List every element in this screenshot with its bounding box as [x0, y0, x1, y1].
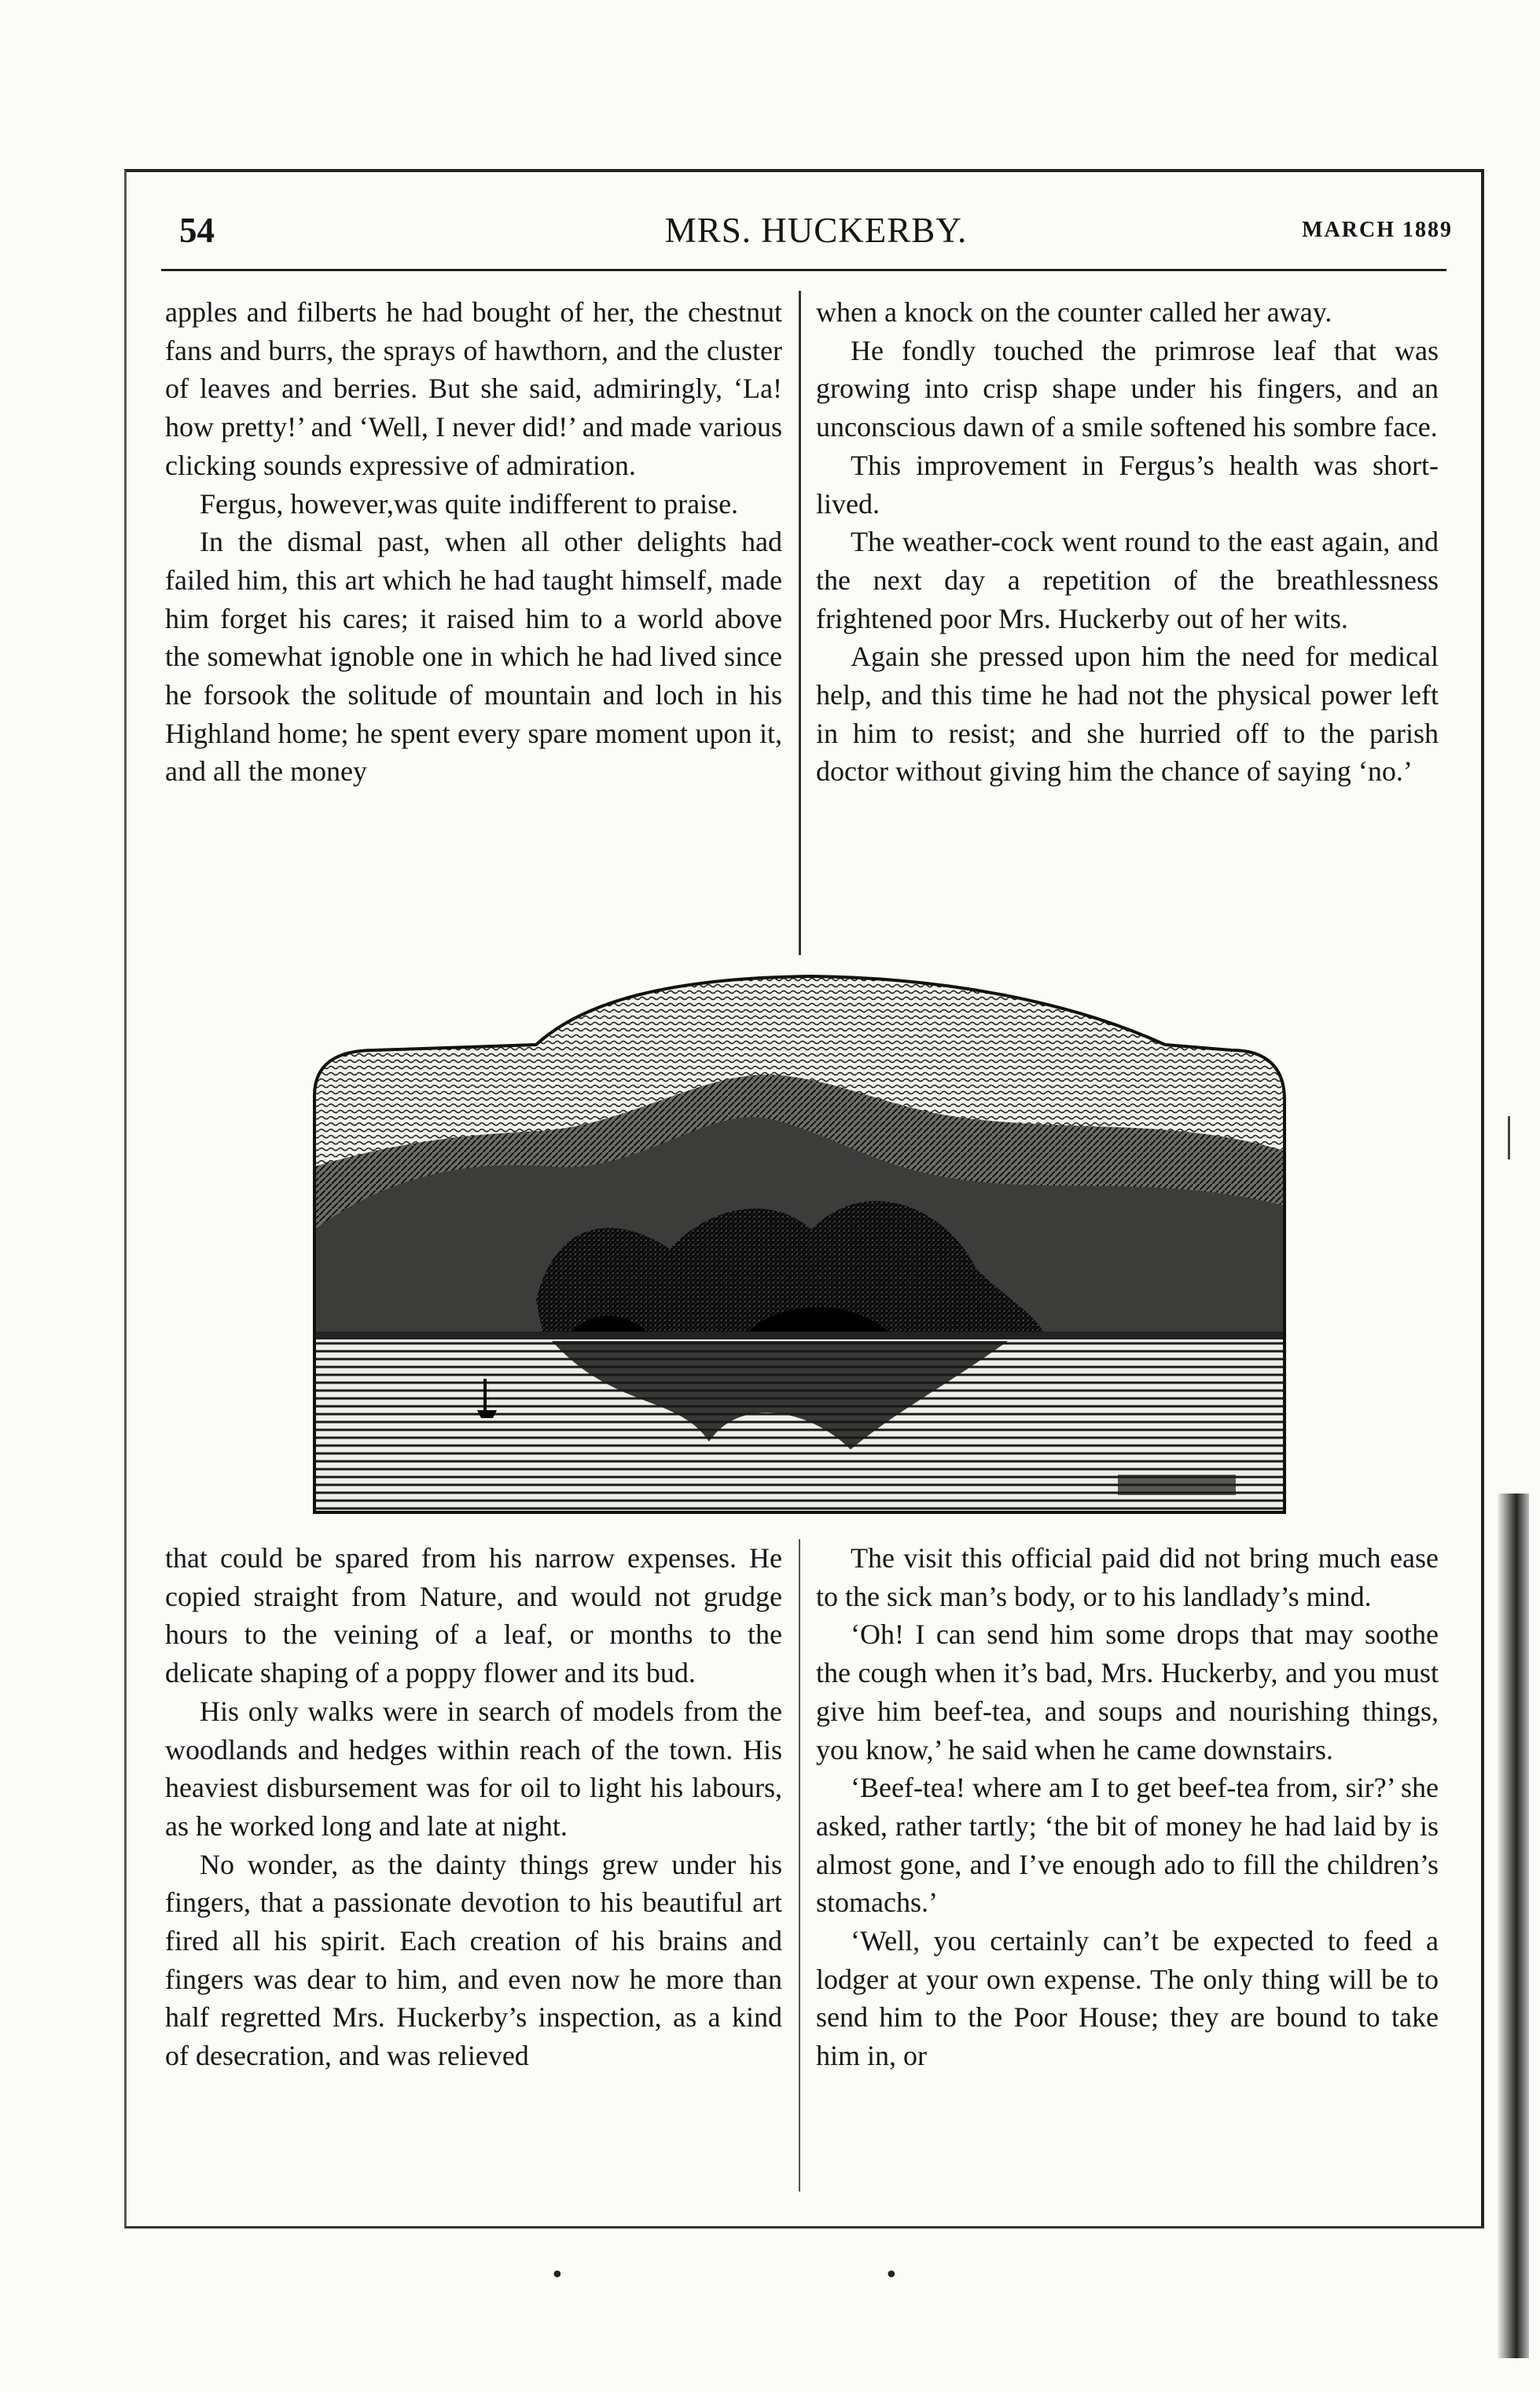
text-column-bottom-left — [165, 1539, 782, 2192]
issue-date: MARCH 1889 — [1302, 218, 1453, 242]
paragraph: ‘Beef-tea! where am I to get beef-tea from, sir?’ she asked, rather tartly; ‘the bit of money he had laid by is almost gone, and I’ve enough ado to fill the children’s stomachs.’ — [816, 1772, 1439, 1919]
paragraph: apples and filberts he had bought of her, the chestnut fans and burrs, the sprays of hawthorn, and the cluster of leaves and berries. But she said, admiringly, ‘La! how pretty!’ and ‘Well, I never did!’ and made various clicking sounds expressive of admiration. — [165, 296, 782, 481]
scan-edge-shadow — [1498, 1494, 1529, 2358]
landscape-engraving-image — [300, 970, 1299, 1516]
paragraph: His only walks were in search of models from the woodlands and hedges within reach of the town. His heaviest disbursement was for oil to light his labours, as he worked long and late at night. — [165, 1695, 782, 1842]
text-column-top-left — [165, 293, 782, 953]
paragraph: Again she pressed upon him the need for medical help, and this time he had not the physical power left in him to resist; and she hurried off to the parish doctor without giving him the chance of saying ‘no.’ — [816, 641, 1439, 788]
scan-edge-line — [1508, 1116, 1510, 1159]
paragraph: The visit this official paid did not bring much ease to the sick man’s body, or to his landlady’s mind. — [816, 1542, 1439, 1612]
column-divider-top — [799, 291, 801, 955]
paragraph: In the dismal past, when all other delights had failed him, this art which he had taught himself, made him forget his cares; it raised him to a world above the somewhat ignoble one in which he had lived since he forsook the solitude of mountain and loch in his Highland home; he spent every spare moment upon it, and all the money — [165, 526, 782, 788]
paragraph: No wonder, as the dainty things grew under his fingers, that a passionate devotion to his beautiful art fired all his spirit. Each creation of his brains and fingers was dear to him, and even now he more than half regretted Mrs. Huckerby’s inspection, as a kind of desecration, and was relieved — [165, 1848, 782, 2072]
paragraph: Fergus, however,was quite indifferent to praise. — [200, 487, 739, 520]
column-divider-bottom — [799, 1539, 800, 2192]
header-rule — [161, 269, 1446, 271]
paragraph: ‘Oh! I can send him some drops that may soothe the cough when it’s bad, Mrs. Huckerby, and you must give him beef-tea, and soups and nourishing things, you know,’ he said when he came downstairs. — [816, 1619, 1439, 1766]
paragraph: The weather-cock went round to the east again, and the next day a repetition of the breathlessness frightened poor Mrs. Huckerby out of her wits. — [816, 526, 1439, 634]
text-column-top-right — [816, 293, 1439, 953]
page-number: 54 — [179, 211, 215, 250]
paragraph: ‘Well, you certainly can’t be expected to feed a lodger at your own expense. The only thing will be to send him to the Poor House; they are bound to take him in, or — [816, 1925, 1439, 2072]
footer-dot: • — [550, 2262, 564, 2289]
landscape-engraving — [300, 970, 1299, 1516]
page-title: MRS. HUCKERBY. — [664, 211, 968, 250]
text-column-bottom-right — [816, 1539, 1439, 2192]
paragraph: that could be spared from his narrow expenses. He copied straight from Nature, and would not grudge hours to the veining of a leaf, or months to the delicate shaping of a poppy flower and its bud. — [165, 1542, 782, 1689]
running-head — [179, 203, 1453, 258]
paragraph: This improvement in Fergus’s health was short-lived. — [816, 449, 1439, 520]
footer-dot: • — [884, 2262, 899, 2289]
paragraph: when a knock on the counter called her away. — [816, 296, 1332, 328]
paragraph: He fondly touched the primrose leaf that was growing into crisp shape under his fingers, and an unconscious dawn of a smile softened his sombre face. — [816, 334, 1439, 443]
